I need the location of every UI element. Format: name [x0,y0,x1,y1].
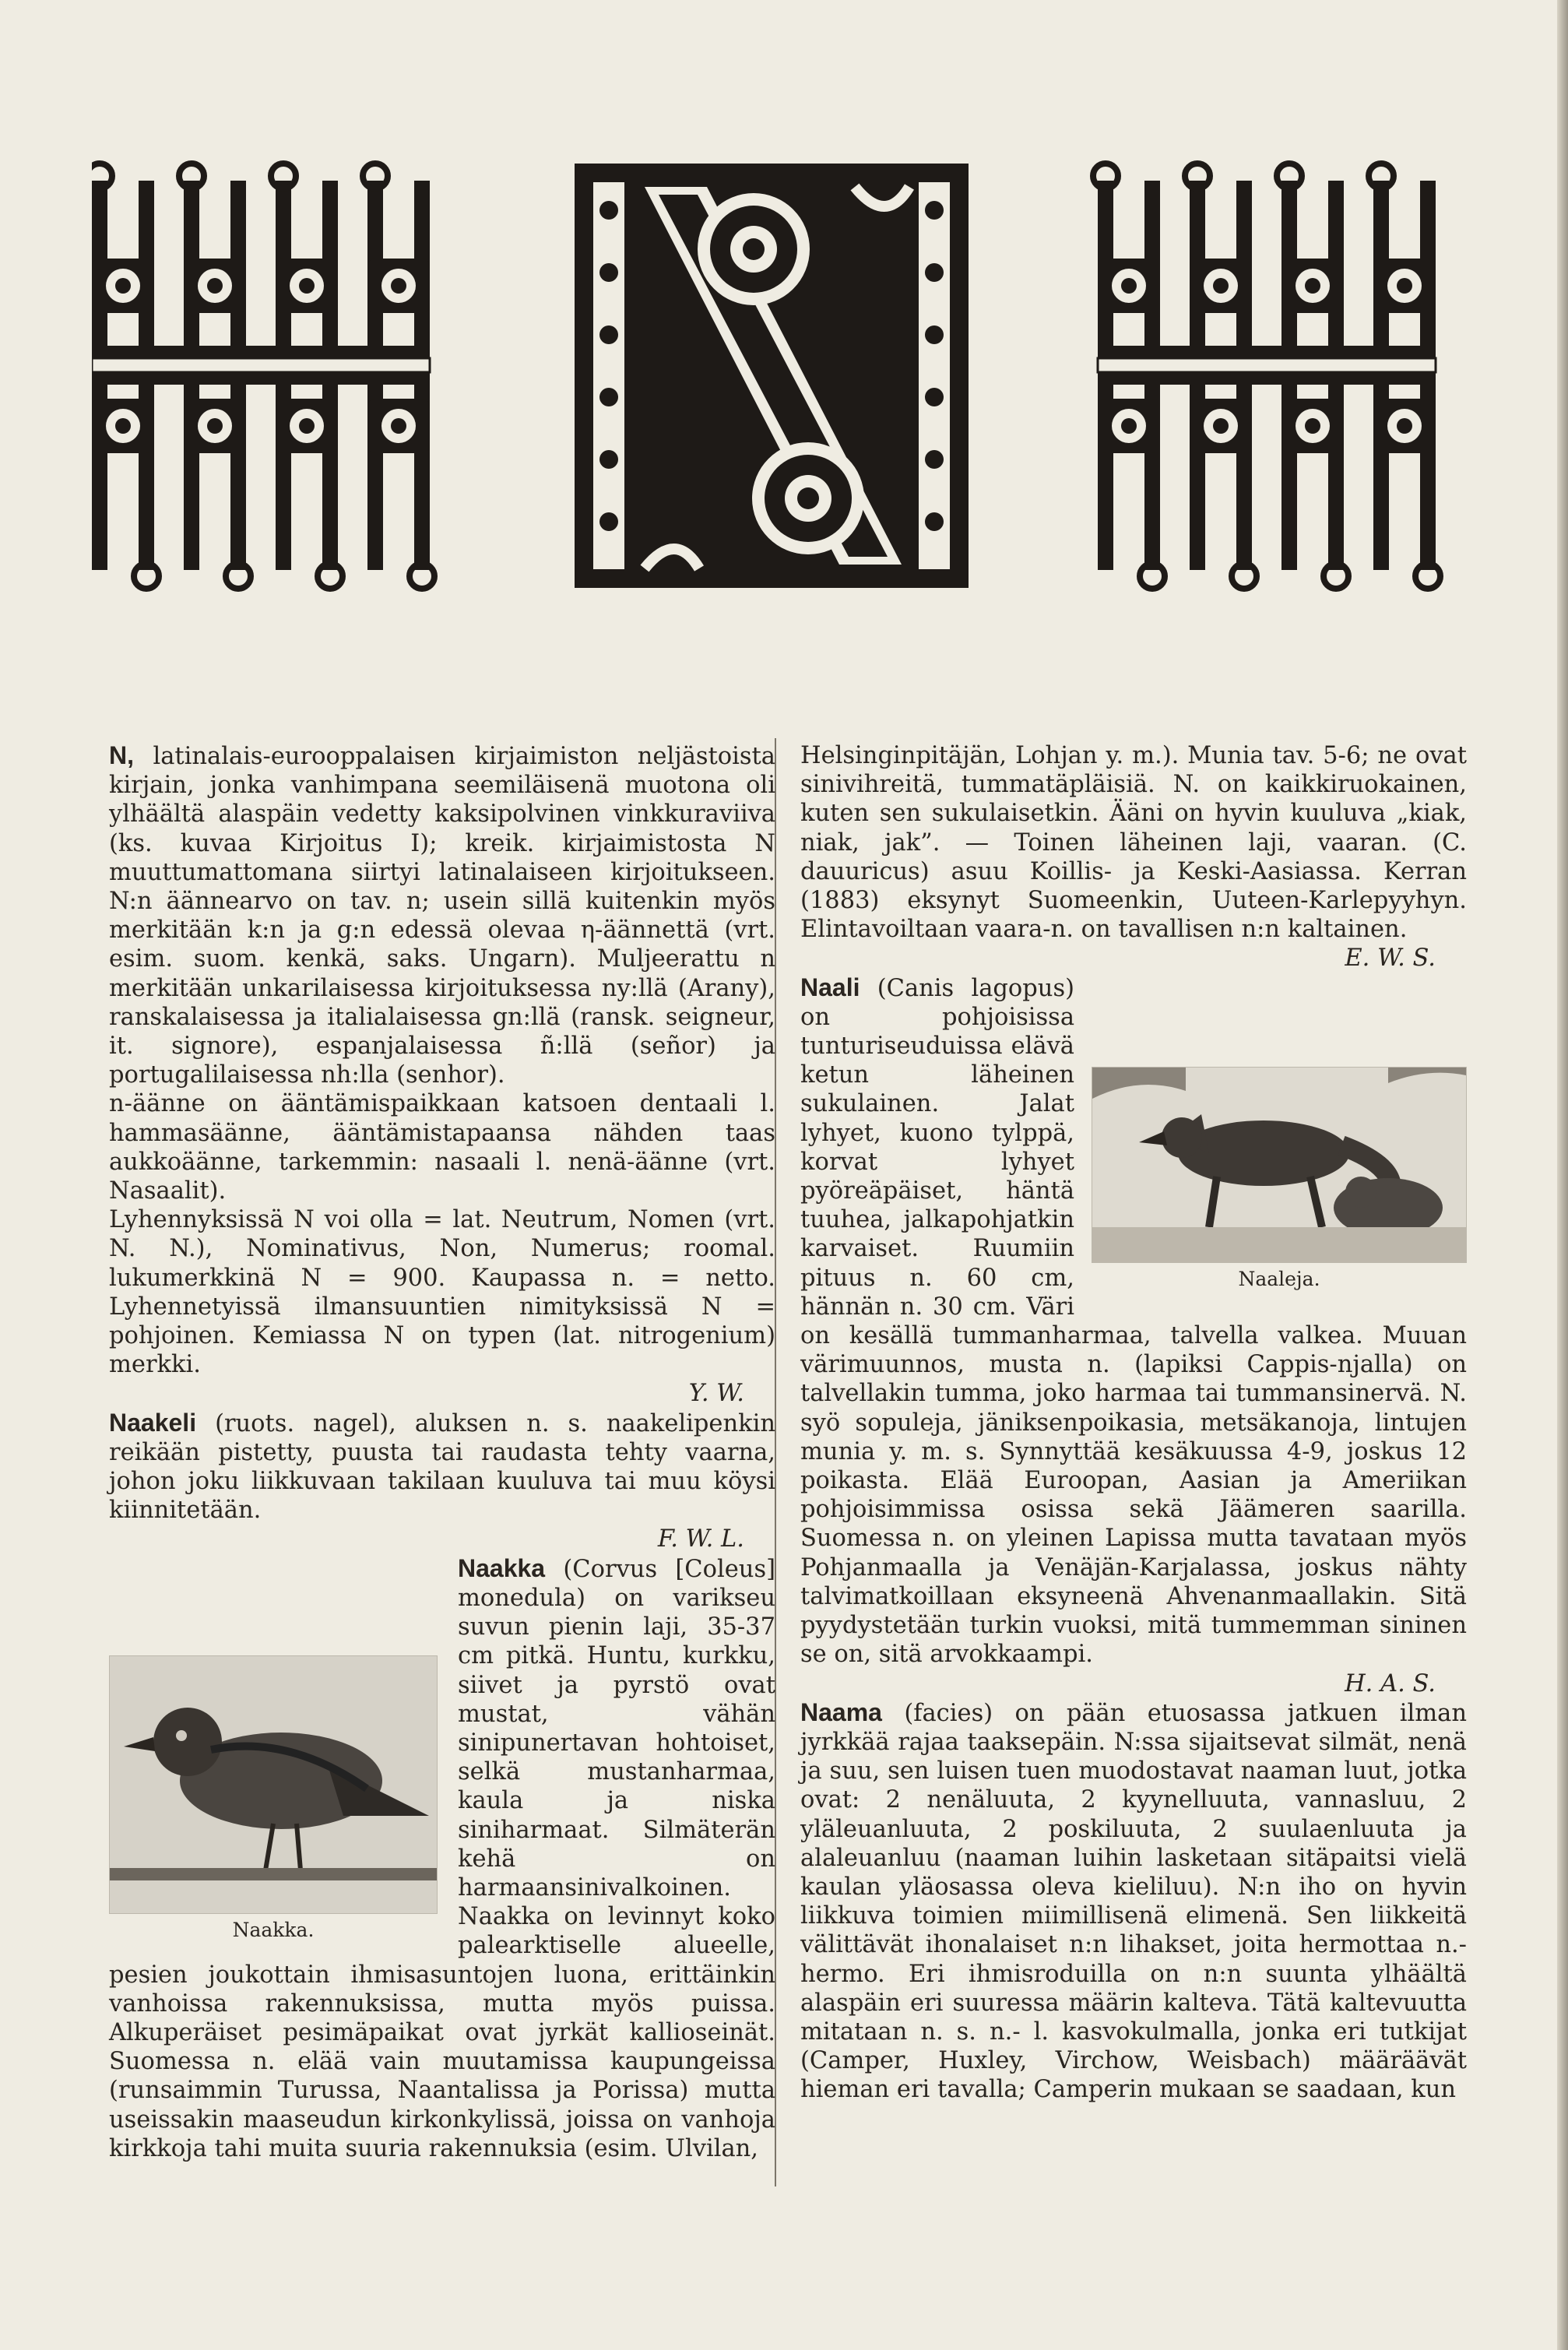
headword-naakka: Naakka [458,1553,546,1582]
figure-caption-naaleja: Naaleja. [1238,1267,1320,1290]
entry-naakka-continued: Helsinginpitäjän, Lohjan y. m.). Munia tav. 5-6; ne ovat sinivihreitä, tummatäpläisiä. N. on kaikkiruokainen, kuten sen sukulaisetkin. Ääni on hyvin kuuluva „kiak, niak, jak”. — Toinen läheinen laji, vaaran. (C. dauuricus) asuu Koillis- ja Keski-Aasiassa. Kerran (1883) eksynyt Suomeenkin, Uuteen-Karlepyyhyn. Elintavoiltaan vaara-n. on tavallisen n:n kaltainen. [800,742,1467,944]
figure-jackdaw [109,1655,438,1942]
left-column [109,741,775,2163]
figure-caption-naakka: Naakka. [232,1918,315,1941]
ornament-band [92,157,1447,593]
entry-naakka-text: (Corvus [Coleus] monedula) on varikseu suvun pienin laji, 35-37 cm pitkä. Huntu, kurkku, siivet ja pyrstö ovat mustat, vähän sinipunertavan hohtoiset, selkä mustanharmaa, kaula ja niska siniharmaat. Silmäterän kehä on harmaansinivalkoinen. Naakka on levinnyt koko palearktiselle alueelle, pesien joukottain ihmisasuntojen luona, erittäinkin vanhoissa rakennuksissa, mutta myös puissa. Alkuperäiset pesimäpaikat ovat jyrkät kallioseinät. Suomessa n. elää vain muutamissa kaupungeissa (runsaimmin Turussa, Naantalissa ja Porissa) mutta useissakin maaseudun kirkonkylissä, joissa on vanhoja kirkkoja tahi muita suuria rakennuksia (esim. Ulvilan, [109,1555,775,2162]
entry-naakeli-text: (ruots. nagel), aluksen n. s. naakelipenkin reikään pistetty, puusta tai raudasta tehty vaarna, johon joku liikkuvaan takilaan kuuluva tai muu köysi kiinnitetään. [109,1409,775,1525]
entry-n-text: latinalais-eurooppalaisen kirjaimiston neljästoista kirjain, jonka vanhimpana seemiläisenä muotona oli ylhäältä alaspäin vedetty kaksipolvinen vinkkuraviiva (ks. kuvaa Kirjoitus I); kreik. kirjaimistosta N muuttumattomana siirtyi latinalaiseen kirjoitukseen. N:n äännearvo on tav. n; usein sillä kuitenkin myös merkitään k:n ja g:n edessä olevaa η-äännettä (vrt. esim. suom. kenkä, saks. Ungarn). Muljeerattu n merkitään unkarilaisessa kirjoituksessa ny:llä (Arany), ranskalaisessa ja italialaisessa gn:llä (ransk. seigneur, it. signore), espanjalaisessa ñ:llä (señor) ja portugalilaisessa nh:lla (senhor). [109,743,775,1089]
signature-naali: H. A. S. [1345,1669,1436,1697]
entry-n-para3: Lyhennyksissä N voi olla = lat. Neutrum, Nomen (vrt. N. N.), Nominativus, Non, Numerus; roomal. lukumerkkinä N = 900. Kaupassa n. = netto. Lyhennetyissä ilmansuuntien nimityksissä N = pohjoinen. Kemiassa N on typen (lat. nitrogenium) merkki. [109,1206,775,1379]
initial-letter-N-ornament [92,157,1447,593]
headword-naali: Naali [800,973,860,1001]
entry-naakeli [109,1409,775,1525]
signature-naakka: E. W. S. [1345,945,1436,973]
page-edge [1557,0,1568,2350]
headword-naama: Naama [800,1697,882,1726]
figure-arctic-foxes [1092,1067,1467,1291]
jackdaw-illustration [110,1656,437,1913]
headword-naakeli: Naakeli [109,1408,197,1437]
entry-n-para2: n-äänne on ääntämispaikkaan katsoen dentaali l. hammasäänne, ääntämistapaansa nähden taas aukkoäänne, tarkemmin: nasaali l. nenä-äänne (vrt. Nasaalit). [109,1090,775,1205]
entry-naali-text: (Canis lagopus) on pohjoisissa tunturiseuduissa elävä ketun läheinen sukulainen. Jalat lyhyet, kuono tylppä, korvat lyhyet pyöreäpäiset, häntä tuuhea, jalkapohjatkin karvaiset. Ruumiin pituus n. 60 cm, hännän n. 30 cm. Väri on kesällä tummanharmaa, talvella valkea. Muuan värimuunnos, musta n. (lapiksi Cappis-njalla) on talvellakin tumma, joko harmaa tai tummansinervä. N. syö sopuleja, jäniksenpoikasia, metsäkanoja, lintujen munia y. m. s. Synnyttää kesäkuussa 4-9, joskus 12 poikasta. Elää Euroopan, Aasian ja Ameriikan pohjoisimmissa osissa sekä Jäämeren saarilla. Suomessa n. on yleinen Lapissa mutta tavataan myös Pohjanmaalla ja Venäjän-Karjalassa, joskus nähty talvimatkoillaan eksyneenä Ahvenanmaallakin. Sitä pyydystetään turkin vuoksi, mitä tummemman sininen se on, sitä arvokkaampi. [800,974,1467,1669]
arctic-fox-illustration [1092,1068,1466,1262]
entry-naama-text: (facies) on pään etuosassa jatkuen ilman jyrkkää rajaa taaksepäin. N:ssa sijaitsevat silmät, nenä ja suu, sen luisen tuen muodostavat naaman luut, jotka ovat: 2 nenäluuta, 2 kyynelluuta, vannasluu, 2 yläleuanluuta, 2 poskiluuta, 2 suulaenluuta ja alaleuanluu (naaman luihin lasketaan sitäpaitsi vielä kaulan yläosassa oleva kieliluu). N:n iho on hyvin liikkuva toimien miimillisenä elimenä. Sen liikkeitä välittävät ihonalaiset n:n lihakset, joita hermottaa n.-hermo. Eri ihmisroduilla on n:n suunta ylhäältä alaspäin eri suuressa määrin kalteva. Tätä kaltevuutta mitataan n. s. n.- l. kasvokulmalla, jonka eri tutkijat (Camper, Huxley, Virchow, Weisbach) määräävät hieman eri tavalla; Camperin mukaan se saadaan, kun [800,1699,1468,2104]
right-column [800,741,1467,2105]
signature-naakeli: F. W. L. [657,1525,744,1553]
entry-n [109,741,775,1089]
headword-n: N, [109,741,134,769]
signature-n: Y. W. [688,1380,744,1408]
entry-naama [800,1698,1467,2105]
